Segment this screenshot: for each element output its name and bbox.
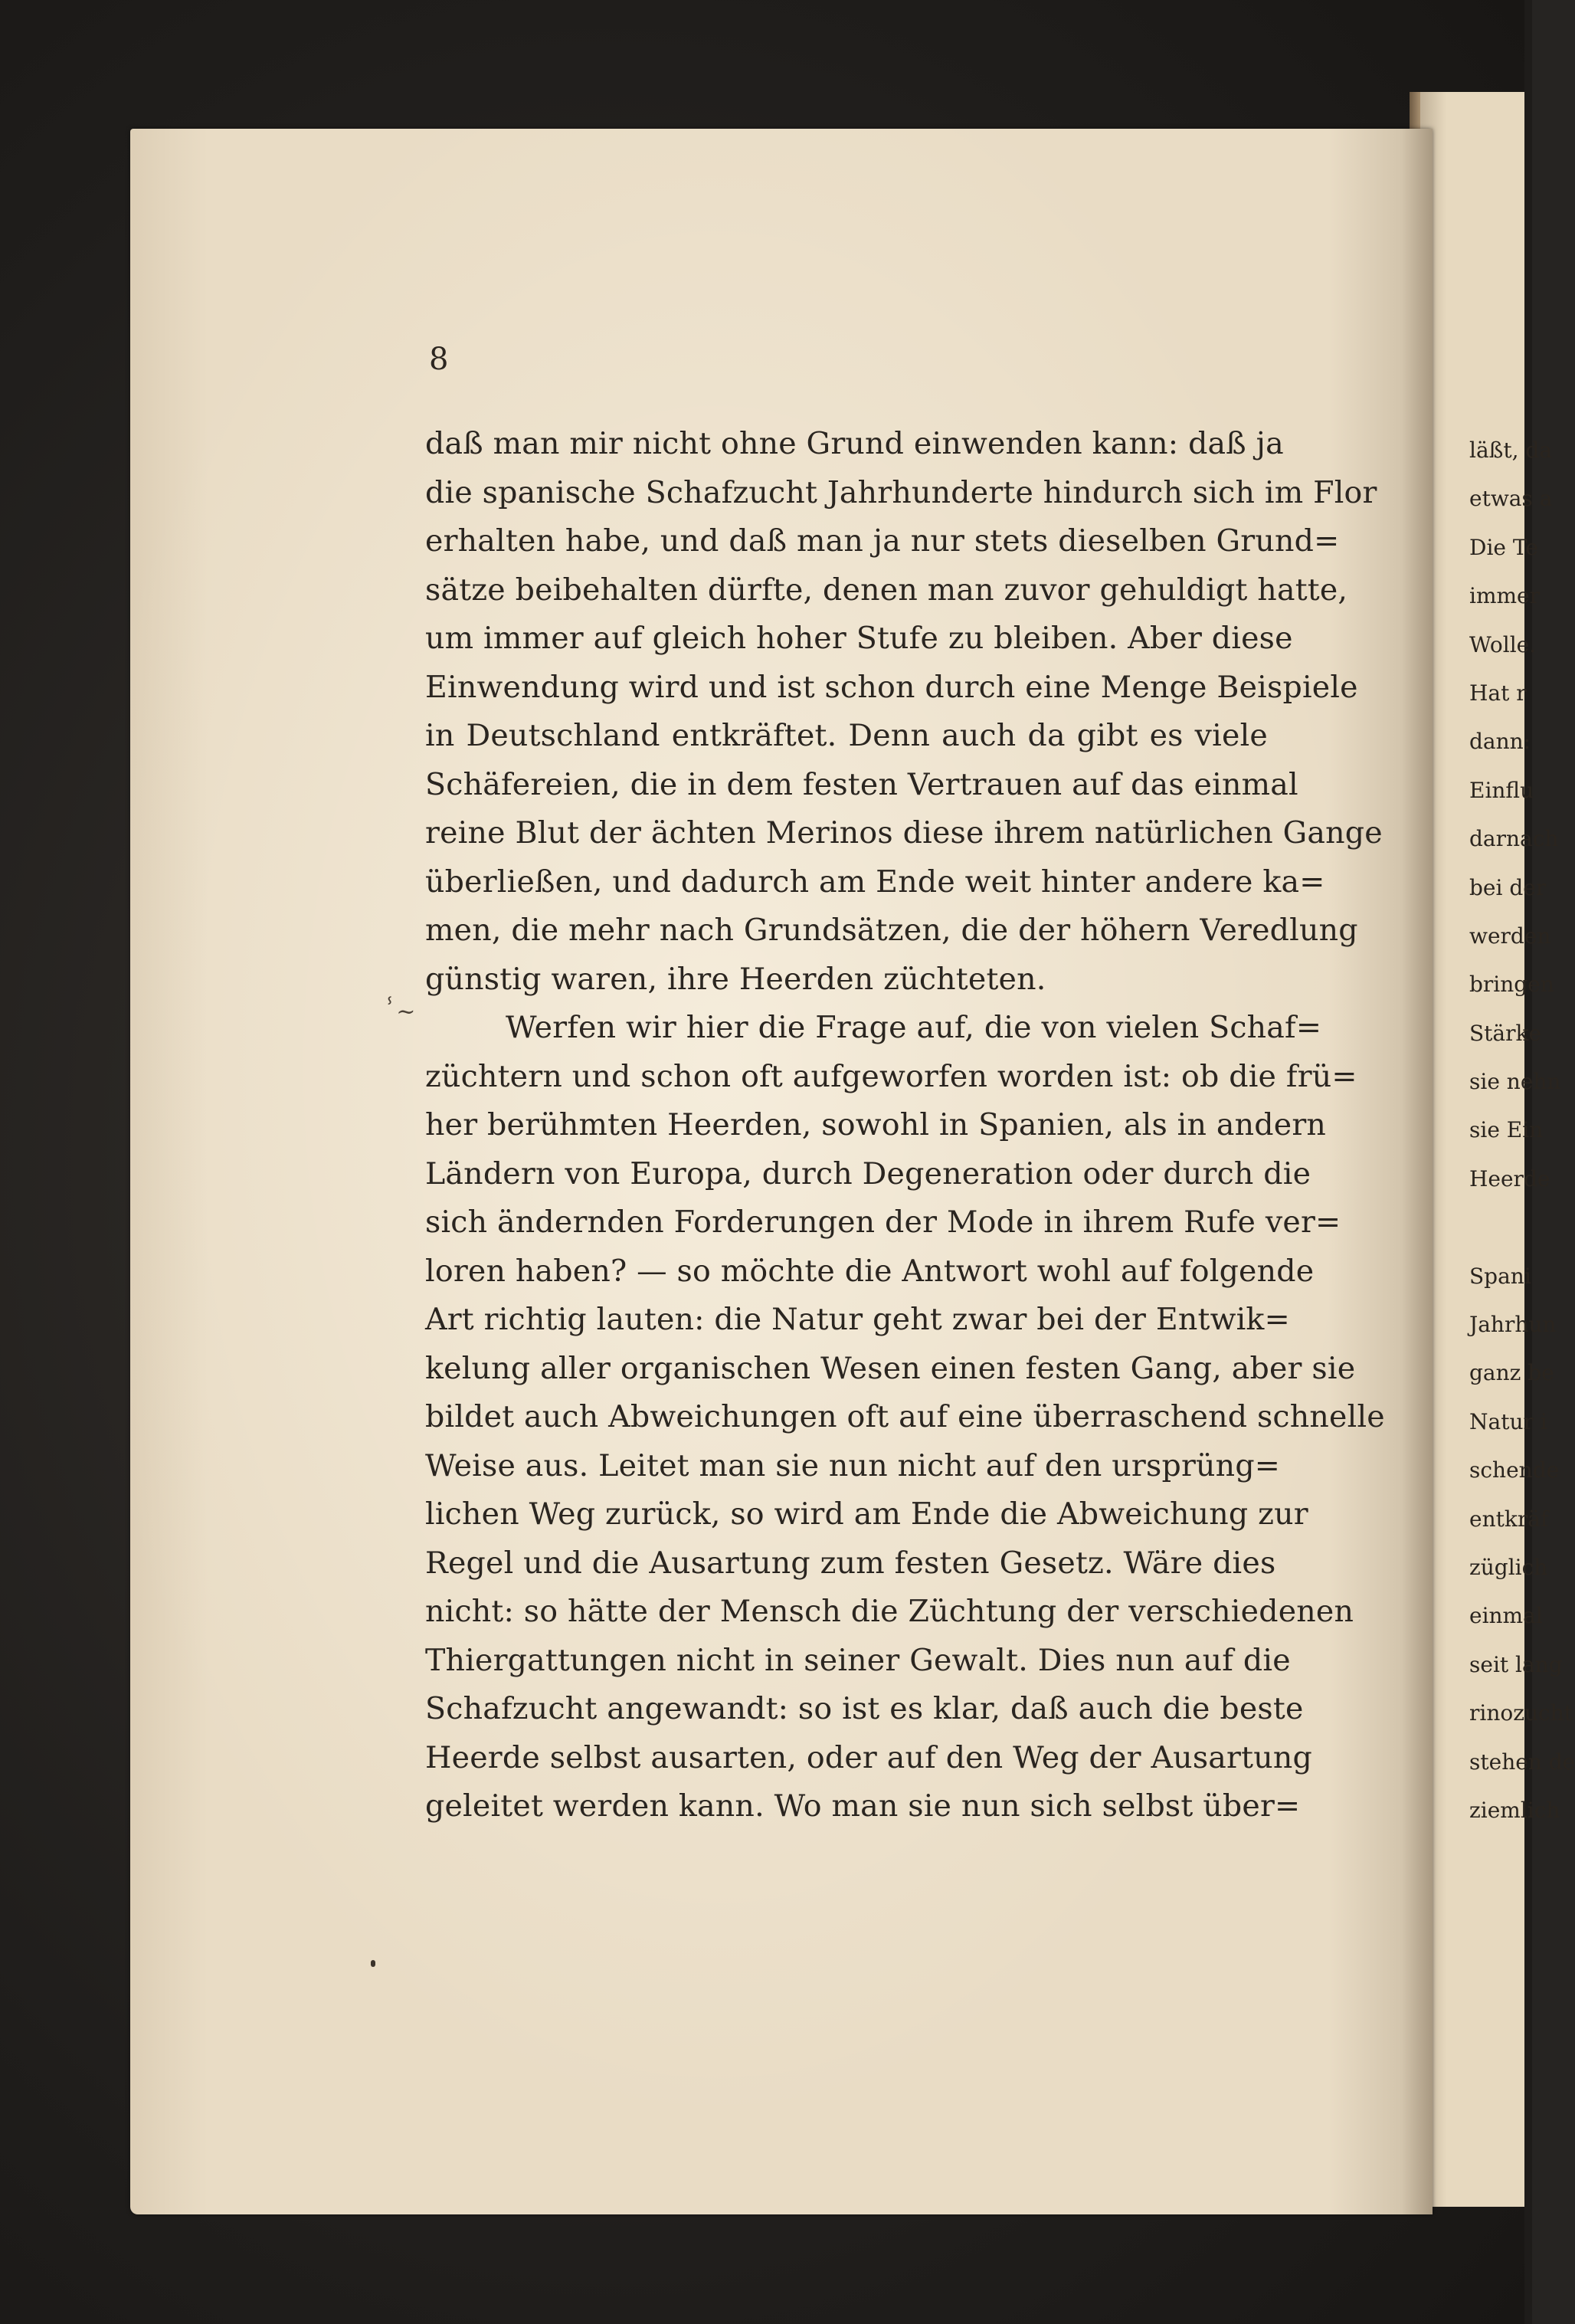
text-line: günstig waren, ihre Heerden züchteten. bbox=[425, 961, 1046, 997]
fragment-line: Heerde bbox=[1469, 1165, 1550, 1192]
text-line: geleitet werden kann. Wo man sie nun sich selbst über= bbox=[425, 1788, 1301, 1824]
text-line: nicht: so hätte der Mensch die Züchtung der verschiedenen bbox=[425, 1594, 1354, 1629]
text-line: in Deutschland entkräftet. Denn auch da gibt es viele bbox=[425, 718, 1268, 753]
text-line: bildet auch Abweichungen oft auf eine überraschend schnelle bbox=[425, 1399, 1385, 1434]
fragment-line: Spani bbox=[1469, 1263, 1531, 1289]
fragment-line: sie Ein bbox=[1469, 1117, 1544, 1143]
text-line: erhalten habe, und daß man ja nur stets dieselben Grund= bbox=[425, 523, 1340, 559]
fragment-line: Die Te bbox=[1469, 534, 1538, 560]
facing-page-text bbox=[1469, 426, 1575, 1834]
fragment-line: Stärke bbox=[1469, 1020, 1542, 1046]
text-line: um immer auf gleich hoher Stufe zu bleiben. Aber diese bbox=[425, 621, 1293, 656]
text-line: her berühmten Heerden, sowohl in Spanien, als in andern bbox=[425, 1107, 1327, 1142]
fragment-line: sie nehn bbox=[1469, 1069, 1561, 1095]
text-line: reine Blut der ächten Merinos diese ihrem natürlichen Gange bbox=[425, 815, 1383, 851]
text-line: überließen, und dadurch am Ende weit hinter andere ka= bbox=[425, 864, 1325, 900]
fragment-line: bei der bbox=[1469, 874, 1547, 900]
margin-mark: ⸯ~ bbox=[383, 998, 416, 1025]
text-line: sich ändernden Forderungen der Mode in ihrem Rufe ver= bbox=[425, 1205, 1341, 1240]
fragment-line: dann: bbox=[1469, 729, 1531, 755]
fragment-line: bringen bbox=[1469, 972, 1554, 998]
fragment-line: stehen de bbox=[1469, 1749, 1575, 1775]
fragment-line: schende bbox=[1469, 1457, 1560, 1483]
fragment-line: ganz be bbox=[1469, 1360, 1554, 1386]
text-line: Art richtig lauten: die Natur geht zwar bei der Entwik= bbox=[425, 1302, 1290, 1337]
text-line: Schäfereien, die in dem festen Vertrauen auf das einmal bbox=[425, 766, 1298, 802]
text-line: züchtern und schon oft aufgeworfen worden ist: ob die frü= bbox=[425, 1058, 1357, 1094]
fragment-line: seit lang bbox=[1469, 1651, 1563, 1677]
text-line: sätze beibehalten dürfte, denen man zuvor gehuldigt hatte, bbox=[425, 572, 1348, 608]
body-text bbox=[425, 420, 1385, 1831]
text-line: kelung aller organischen Wesen einen festen Gang, aber sie bbox=[425, 1350, 1356, 1386]
fragment-line: immer bbox=[1469, 583, 1541, 609]
fragment-line: züglich bbox=[1469, 1554, 1548, 1580]
text-line: die spanische Schafzucht Jahrhunderte hindurch sich im Flor bbox=[425, 474, 1377, 510]
fragment-line: Jahrhun bbox=[1469, 1312, 1557, 1338]
fragment-line: ziemlich bbox=[1469, 1797, 1560, 1823]
fragment-line: einmal bbox=[1469, 1603, 1543, 1629]
text-line: Schafzucht angewandt: so ist es klar, daß auch die beste bbox=[425, 1691, 1304, 1726]
text-line: Weise aus. Leitet man sie nun nicht auf den ursprüng= bbox=[425, 1447, 1281, 1483]
fragment-line: darnach bbox=[1469, 826, 1559, 852]
fragment-line: Hat r bbox=[1469, 680, 1527, 706]
text-line: lichen Weg zurück, so wird am Ende die Abweichung zur bbox=[425, 1496, 1308, 1532]
text-line: Thiergattungen nicht in seiner Gewalt. Dies nun auf die bbox=[425, 1642, 1291, 1678]
text-line: loren haben? — so möchte die Antwort wohl auf folgende bbox=[425, 1253, 1315, 1289]
text-line: Ländern von Europa, durch Degeneration oder durch die bbox=[425, 1155, 1311, 1192]
fragment-line bbox=[1469, 1203, 1531, 1251]
page-number: 8 bbox=[429, 342, 449, 377]
text-line: daß man mir nicht ohne Grund einwenden kann: daß ja bbox=[425, 426, 1284, 461]
fragment-line: etwas a bbox=[1469, 486, 1553, 512]
text-line: Einwendung wird und ist schon durch eine Menge Beispiele bbox=[425, 669, 1358, 705]
fragment-line: entkräf bbox=[1469, 1506, 1549, 1532]
fragment-line: Wolle. bbox=[1469, 631, 1537, 657]
fragment-line: werden bbox=[1469, 923, 1551, 949]
ink-spot bbox=[371, 1960, 375, 1967]
fragment-line: rinozucht bbox=[1469, 1700, 1573, 1726]
fragment-line: Einflu bbox=[1469, 777, 1534, 803]
text-line: men, die mehr nach Grundsätzen, die der höhern Veredlung bbox=[425, 913, 1358, 948]
fragment-line: läßt, da bbox=[1469, 438, 1553, 463]
text-line: Regel und die Ausartung zum festen Gesetz. Wäre dies bbox=[425, 1545, 1276, 1581]
text-line: Heerde selbst ausarten, oder auf den Weg der Ausartung bbox=[425, 1739, 1312, 1775]
fragment-line: Natur i bbox=[1469, 1408, 1547, 1434]
text-line: Werfen wir hier die Frage auf, die von vielen Schaf= bbox=[506, 1010, 1322, 1045]
